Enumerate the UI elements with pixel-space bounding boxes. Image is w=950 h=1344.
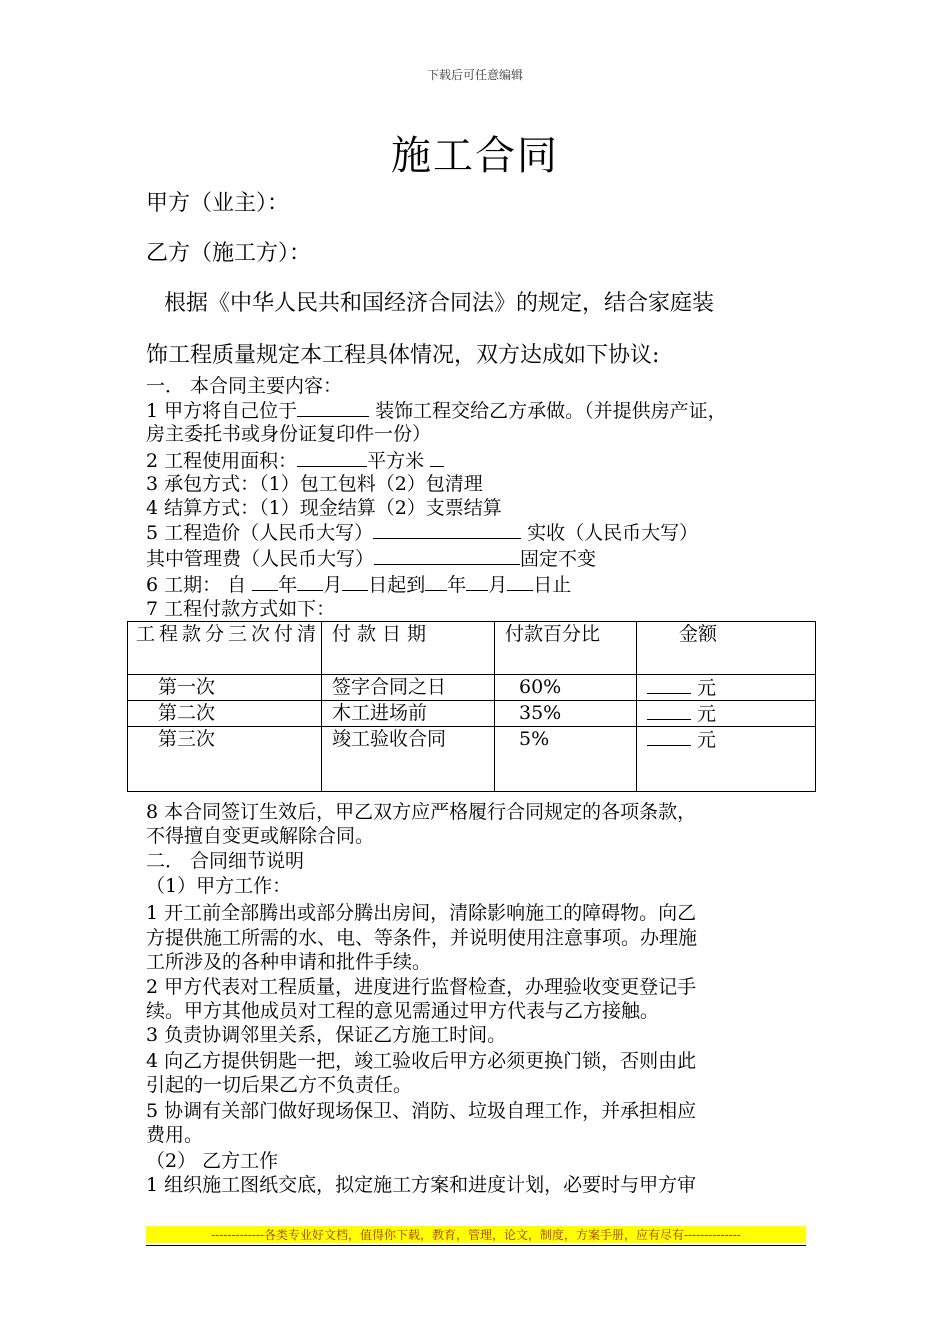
section-2-heading: 二． 合同细节说明 (146, 850, 305, 872)
area-trailing-blank (430, 448, 444, 467)
document-title: 施工合同 (391, 133, 559, 179)
item-3-line: 3 承包方式：（1）包工包料（2）包清理 (146, 473, 483, 495)
item-6-prefix: 6 工期： 自 (146, 574, 253, 596)
item-5-text-b: 实收（人民币大写） (521, 522, 699, 544)
day-from-label: 日起到 (368, 574, 426, 596)
item-2-line (146, 448, 444, 473)
item-6-line (146, 572, 571, 597)
table-row (128, 701, 816, 727)
area-blank (297, 448, 367, 467)
header-amount: 金额 (637, 622, 816, 675)
end-year-label: 年 (447, 574, 467, 596)
footer-divider (146, 1245, 806, 1246)
row-1-amount-blank (647, 675, 691, 694)
row-3-amount (637, 727, 816, 792)
management-fee-blank (374, 546, 520, 565)
row-1-amount-unit: 元 (697, 677, 717, 699)
party-b-line: 乙方（施工方）： (146, 241, 312, 266)
intro-line-1: 根据《中华人民共和国经济合同法》的规定，结合家庭装 (164, 291, 715, 316)
row-2-date: 木工进场前 (322, 701, 495, 727)
party-a-duty-2-line-1: 2 甲方代表对工程质量，进度进行监督检查，办理验收变更登记手 (146, 976, 697, 998)
row-2-percent: 35% (495, 701, 637, 727)
row-2-amount-unit: 元 (697, 703, 717, 725)
year-label: 年 (278, 574, 298, 596)
item-1-text-a: 1 甲方将自己位于 (146, 400, 298, 422)
item-8-line: 8 本合同签订生效后，甲乙双方应严格履行合同规定的各项条款， (146, 801, 697, 823)
party-b-duties-heading: （2） 乙方工作 (146, 1150, 279, 1172)
item-1-text-b: 装饰工程交给乙方承做。（并提供房产证， (369, 400, 727, 422)
party-a-duty-5-line-2: 费用。 (146, 1124, 204, 1146)
item-5-text-c: 其中管理费（人民币大写） (146, 548, 375, 570)
start-year-blank (252, 572, 278, 591)
party-a-duty-5-line-1: 5 协调有关部门做好现场保卫、消防、垃圾自理工作，并承担相应 (146, 1100, 697, 1122)
cost-blank (373, 520, 521, 539)
header-date: 付款日期 (322, 622, 495, 675)
row-3-amount-blank (647, 727, 691, 746)
end-year-blank (425, 572, 447, 591)
party-b-duty-1-line-1: 1 组织施工图纸交底，拟定施工方案和进度计划，必要时与甲方审 (146, 1174, 697, 1196)
row-1-date: 签字合同之日 (322, 675, 495, 701)
table-row (128, 727, 816, 792)
row-1-amount (637, 675, 816, 701)
intro-line-2: 饰工程质量规定本工程具体情况，双方达成如下协议: (146, 343, 660, 368)
row-2-label: 第二次 (128, 701, 322, 727)
item-5-line (146, 520, 698, 545)
payment-table (127, 621, 816, 792)
item-5-text-a: 5 工程造价（人民币大写） (146, 522, 374, 544)
row-3-amount-unit: 元 (697, 729, 717, 751)
party-a-duty-4-line-2: 引起的一切后果乙方不负责任。 (146, 1074, 413, 1096)
item-4-line: 4 结算方式：（1）现金结算（2）支票结算 (146, 497, 502, 519)
row-1-label: 第一次 (128, 675, 322, 701)
party-a-duty-3: 3 负责协调邻里关系，保证乙方施工时间。 (146, 1024, 507, 1046)
row-3-label: 第三次 (128, 727, 322, 792)
row-3-percent: 5% (495, 727, 637, 792)
page-footer-banner: -------------各类专业好文档，值得你下载，教育，管理，论文，制度，方案手册，应有尽有-------------- (146, 1226, 806, 1243)
party-a-duty-1-line-2: 方提供施工所需的水、电、等条件，并说明使用注意事项。办理施 (146, 927, 698, 949)
party-a-duty-2-line-2: 续。甲方其他成员对工程的意见需通过甲方代表与乙方接触。 (146, 1000, 660, 1022)
end-month-label: 月 (488, 574, 508, 596)
end-month-blank (466, 572, 488, 591)
row-3-date: 竣工验收合同 (322, 727, 495, 792)
item-2-text-a: 2 工程使用面积： (146, 450, 298, 472)
item-5-text-d: 固定不变 (520, 548, 597, 570)
row-2-amount-blank (647, 701, 691, 720)
table-row (128, 675, 816, 701)
party-a-duties-heading: （1）甲方工作： (146, 875, 292, 897)
header-percent: 付款百分比 (495, 622, 637, 675)
month-label: 月 (323, 574, 343, 596)
item-2-text-b: 平方米 (367, 450, 425, 472)
row-2-amount (637, 701, 816, 727)
party-a-duty-4-line-1: 4 向乙方提供钥匙一把，竣工验收后甲方必须更换门锁，否则由此 (146, 1050, 697, 1072)
page-header: 下载后可任意编辑 (426, 68, 523, 82)
location-blank (297, 398, 369, 417)
party-a-line: 甲方（业主）： (146, 191, 290, 216)
item-8-line-2: 不得擅自变更或解除合同。 (146, 825, 375, 847)
end-day-blank (507, 572, 533, 591)
day-to-label: 日止 (533, 574, 572, 596)
table-header-row (128, 622, 816, 675)
start-day-blank (342, 572, 368, 591)
item-7-line: 7 工程付款方式如下： (146, 598, 336, 620)
header-installments: 工程款分三次付清 (128, 622, 322, 675)
item-5-line-2 (146, 546, 596, 571)
item-1-line-2: 房主委托书或身份证复印件一份） (146, 423, 432, 445)
party-a-duty-1-line-3: 工所涉及的各种申请和批件手续。 (146, 951, 432, 973)
item-1-line (146, 398, 727, 423)
start-month-blank (297, 572, 323, 591)
party-a-duty-1-line-1: 1 开工前全部腾出或部分腾出房间，清除影响施工的障碍物。向乙 (146, 902, 697, 924)
section-1-heading: 一． 本合同主要内容： (146, 375, 343, 397)
row-1-percent: 60% (495, 675, 637, 701)
